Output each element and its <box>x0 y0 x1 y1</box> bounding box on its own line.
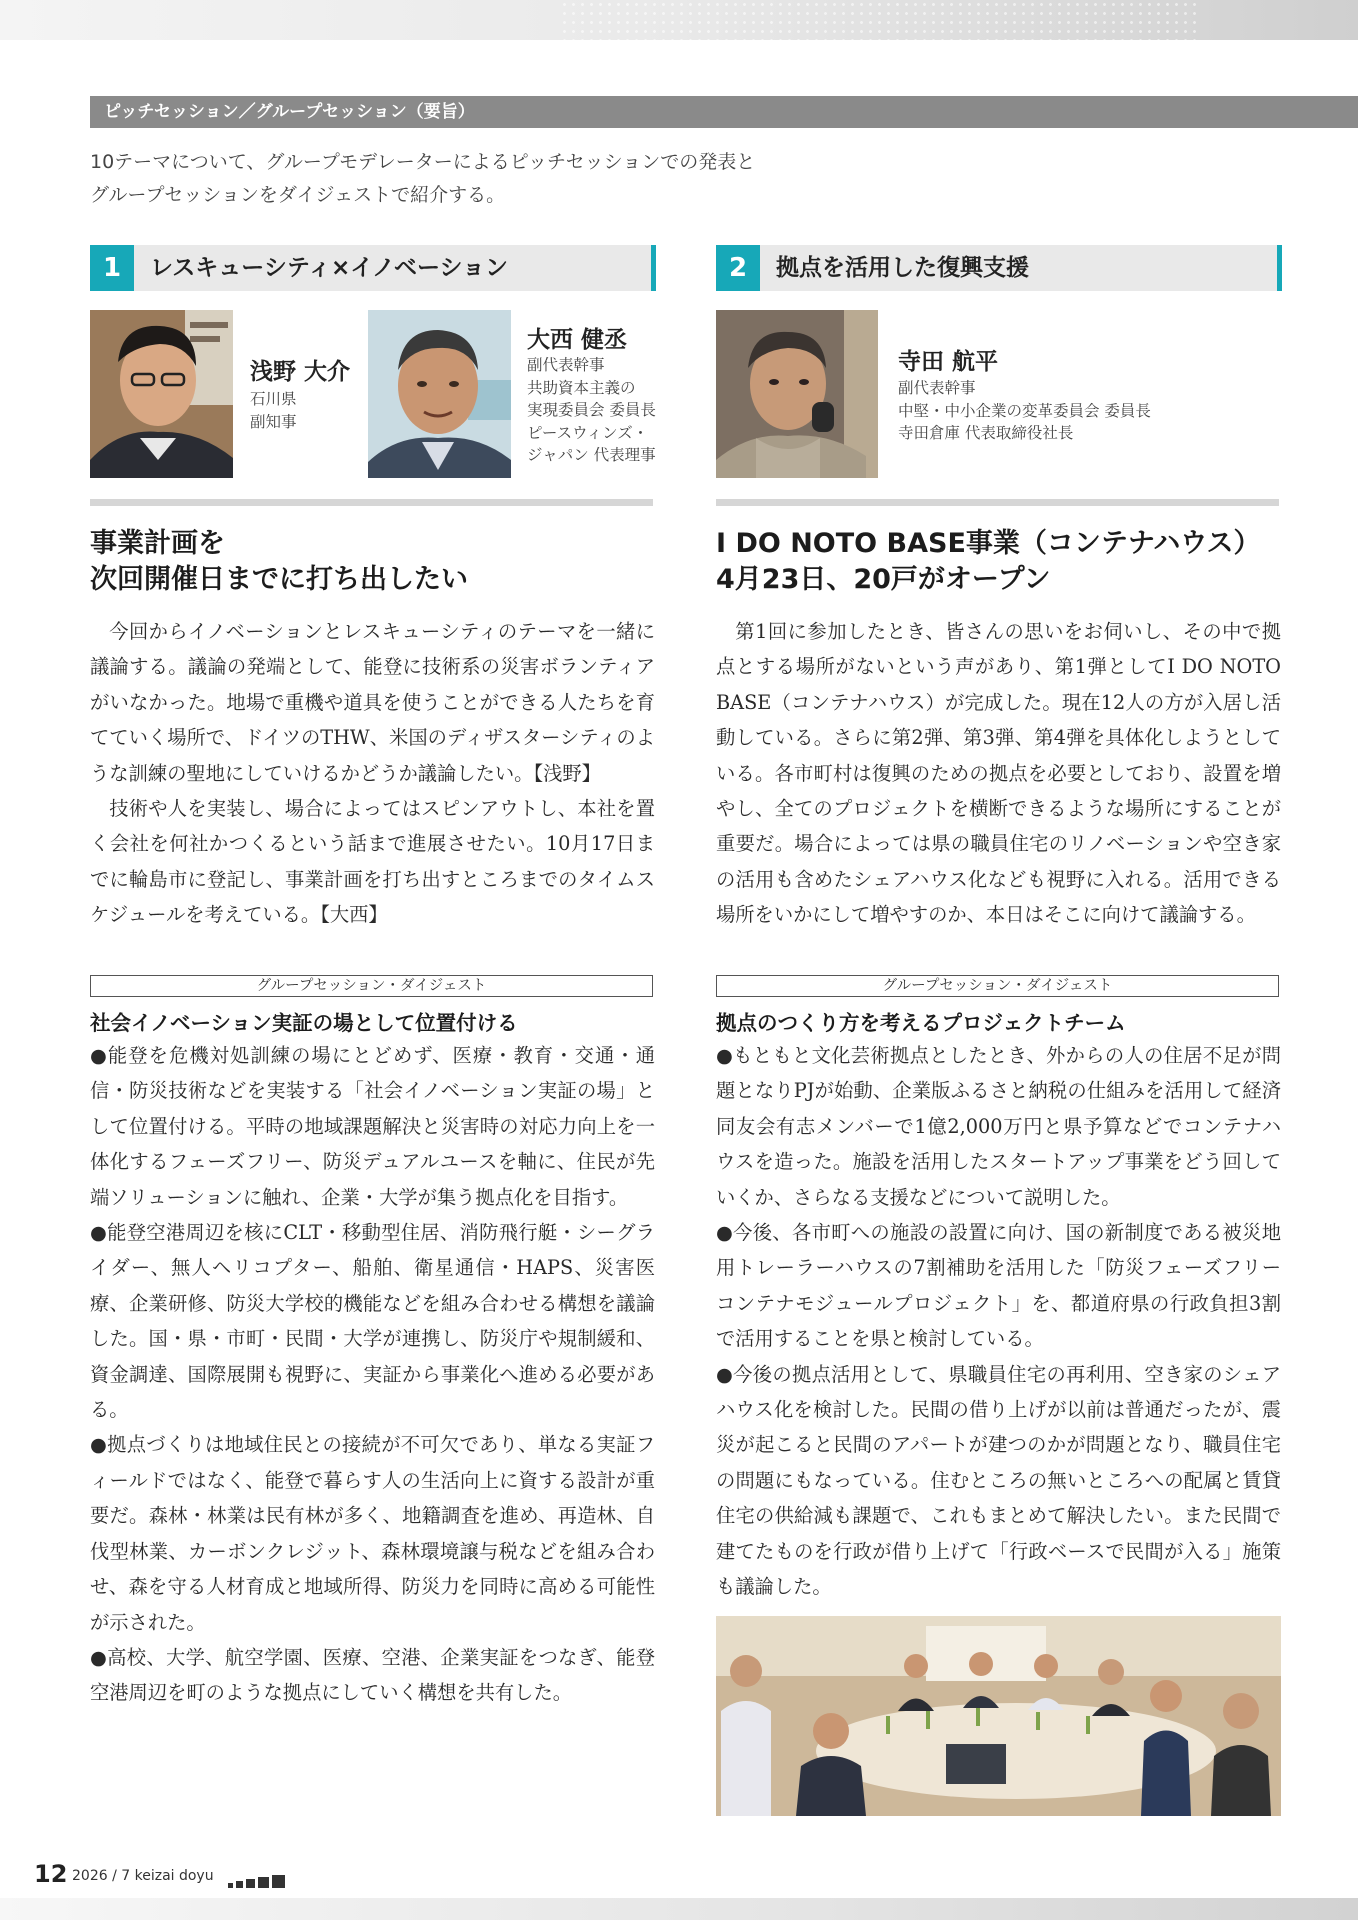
bottom-decorative-band <box>0 1898 1358 1920</box>
speaker-photo-onishi <box>368 310 511 478</box>
headline-line: 次回開催日までに打ち出したい <box>90 564 468 595</box>
bullet-item: ●能登を危機対処訓練の場にとどめず、医療・教育・交通・通信・防災技術などを実装する「社会イノベーション実証の場」として位置付ける。平時の地域課題解決と災害時の対応力向上を一体化するフェーズフリー、防災デュアルユースを軸に、住民が先端ソリューションに触れ、企業・大学が集う拠点化を目指す。 <box>90 1044 655 1209</box>
top-dot-pattern <box>560 0 1200 40</box>
role-line: 実現委員会 委員長 <box>527 401 656 419</box>
speaker-roles-asano <box>250 388 297 433</box>
body-paragraph: 今回からイノベーションとレスキューシティのテーマを一緒に議論する。議論の発端として、能登に技術系の災害ボランティアがいなかった。地場で重機や道具を使うことができる人たちを育てていく場所で、ドイツのTHW、米国のディザスターシティのような訓練の聖地にしていけるかどうか議論したい。【浅野】 <box>90 620 655 785</box>
speaker-name-onishi: 大西 健丞 <box>527 327 628 353</box>
role-line: 寺田倉庫 代表取締役社長 <box>898 424 1074 442</box>
intro-line-2: グループセッションをダイジェストで紹介する。 <box>90 184 506 206</box>
theme-1-digest-body <box>90 1038 655 1711</box>
role-line: ジャパン 代表理事 <box>527 446 656 464</box>
issue-label: 2026 / 7 keizai doyu <box>72 1868 214 1884</box>
footer-decoration <box>228 1869 288 1883</box>
role-line: ピースウィンズ・ <box>527 423 649 442</box>
page-number: 12 <box>34 1860 68 1888</box>
role-line: 共助資本主義の <box>527 378 636 397</box>
section-header: ピッチセッション／グループセッション（要旨） <box>90 96 1358 128</box>
bullet-item: ●もともと文化芸術拠点としたとき、外からの人の住居不足が問題となりPJが始動、企業版ふるさと納税の仕組みを活用して経済同友会有志メンバーで1億2,000万円と県予算などでコンテナハウスを造った。施設を活用したスタートアップ事業をどう回していくか、さらなる支援などについて説明した。 <box>716 1044 1281 1209</box>
theme-2-digest-label: グループセッション・ダイジェスト <box>716 975 1279 997</box>
bullet-item: ●能登空港周辺を核にCLT・移動型住居、消防飛行艇・シーグライダー、無人ヘリコプター、船舶、衛星通信・HAPS、災害医療、企業研修、防災大学校的機能などを組み合わせる構想を議論した。国・県・市町・民間・大学が連携し、防災庁や規制緩和、資金調達、国際展開も視野に、実証から事業化へ進める必要がある。 <box>90 1221 655 1422</box>
speaker-name-terada: 寺田 航平 <box>898 349 999 375</box>
theme-2-header <box>716 245 1282 291</box>
role-line: 副代表幹事 <box>527 356 605 374</box>
body-paragraph: 第1回に参加したとき、皆さんの思いをお伺いし、その中で拠点とする場所がないという声があり、第1弾としてI DO NOTO BASE（コンテナハウス）が完成した。現在12人の方が入居し活動している。さらに第2弾、第3弾、第4弾を具体化しようとしている。各市町村は復興のための拠点を必要としており、設置を増やし、全てのプロジェクトを横断できるような場所にすることが重要だ。場合によっては県の職員住宅のリノベーションや空き家の活用も含めたシェアハウス化なども視野に入れる。活用できる場所をいかにして増やすのか、本日はそこに向けて議論する。 <box>716 620 1281 927</box>
theme-2-body <box>716 614 1281 933</box>
body-paragraph: 技術や人を実装し、場合によってはスピンアウトし、本社を置く会社を何社かつくるという話まで進展させたい。10月17日までに輪島市に登記し、事業計画を打ち出すところまでのタイムスケジュールを考えている。【大西】 <box>90 797 655 927</box>
intro-text <box>90 146 990 212</box>
bullet-item: ●高校、大学、航空学園、医療、空港、企業実証をつなぎ、能登空港周辺を町のような拠点にしていく構想を共有した。 <box>90 1645 655 1705</box>
speaker-name-asano: 浅野 大介 <box>250 359 351 385</box>
theme-2-digest-body <box>716 1038 1281 1605</box>
role-line: 中堅・中小企業の変革委員会 委員長 <box>898 401 1151 420</box>
speaker-roles-onishi <box>527 354 656 467</box>
theme-1-number: 1 <box>90 245 134 291</box>
top-decorative-band <box>0 0 1358 40</box>
theme-1-body <box>90 614 655 933</box>
theme-1-header <box>90 245 656 291</box>
speaker-photo-asano <box>90 310 233 478</box>
headline-line: 事業計画を <box>90 528 225 559</box>
role-line: 石川県 <box>250 390 297 408</box>
theme-2-digest-title: 拠点のつくり方を考えるプロジェクトチーム <box>716 1011 1126 1035</box>
theme-2-number: 2 <box>716 245 760 291</box>
headline-line: 4月23日、20戸がオープン <box>716 564 1051 595</box>
theme-2-divider <box>716 499 1279 506</box>
headline-line: I DO NOTO BASE事業（コンテナハウス） <box>716 528 1261 559</box>
speaker-photo-terada <box>716 310 878 478</box>
theme-2-headline <box>716 526 1260 598</box>
bullet-item: ●今後の拠点活用として、県職員住宅の再利用、空き家のシェアハウス化を検討した。民間の借り上げが以前は普通だったが、震災が起こると民間のアパートが建つのかが問題となり、職員住宅の問題にもなっている。住むところの無いところへの配属と賃貸住宅の供給減も課題で、これもまとめて解決したい。また民間で建てたものを行政が借り上げて「行政ベースで民間が入る」施策も議論した。 <box>716 1362 1281 1599</box>
role-line: 副代表幹事 <box>898 379 976 397</box>
theme-1-title: レスキューシティ×イノベーション <box>150 255 509 281</box>
theme-1-digest-title: 社会イノベーション実証の場として位置付ける <box>90 1011 518 1035</box>
theme-2-title: 拠点を活用した復興支援 <box>776 255 1029 281</box>
role-line: 副知事 <box>250 412 297 431</box>
speaker-roles-terada <box>898 377 1151 445</box>
bullet-item: ●拠点づくりは地域住民との接続が不可欠であり、単なる実証フィールドではなく、能登で暮らす人の生活向上に資する設計が重要だ。森林・林業は民有林が多く、地籍調査を進め、再造林、自伐型林業、カーボンクレジット、森林環境譲与税などを組み合わせ、森を守る人材育成と地域所得、防災力を同時に高める可能性が示された。 <box>90 1433 655 1634</box>
theme-1-headline <box>90 526 468 598</box>
bullet-item: ●今後、各市町への施設の設置に向け、国の新制度である被災地用トレーラーハウスの7割補助を活用した「防災フェーズフリーコンテナモジュールプロジェクト」を、都道府県の行政負担3割で活用することを県と検討している。 <box>716 1221 1281 1351</box>
theme-1-digest-label: グループセッション・ダイジェスト <box>90 975 653 997</box>
group-session-photo <box>716 1616 1281 1816</box>
intro-line-1: 10テーマについて、グループモデレーターによるピッチセッションでの発表と <box>90 151 756 173</box>
theme-1-divider <box>90 499 653 506</box>
